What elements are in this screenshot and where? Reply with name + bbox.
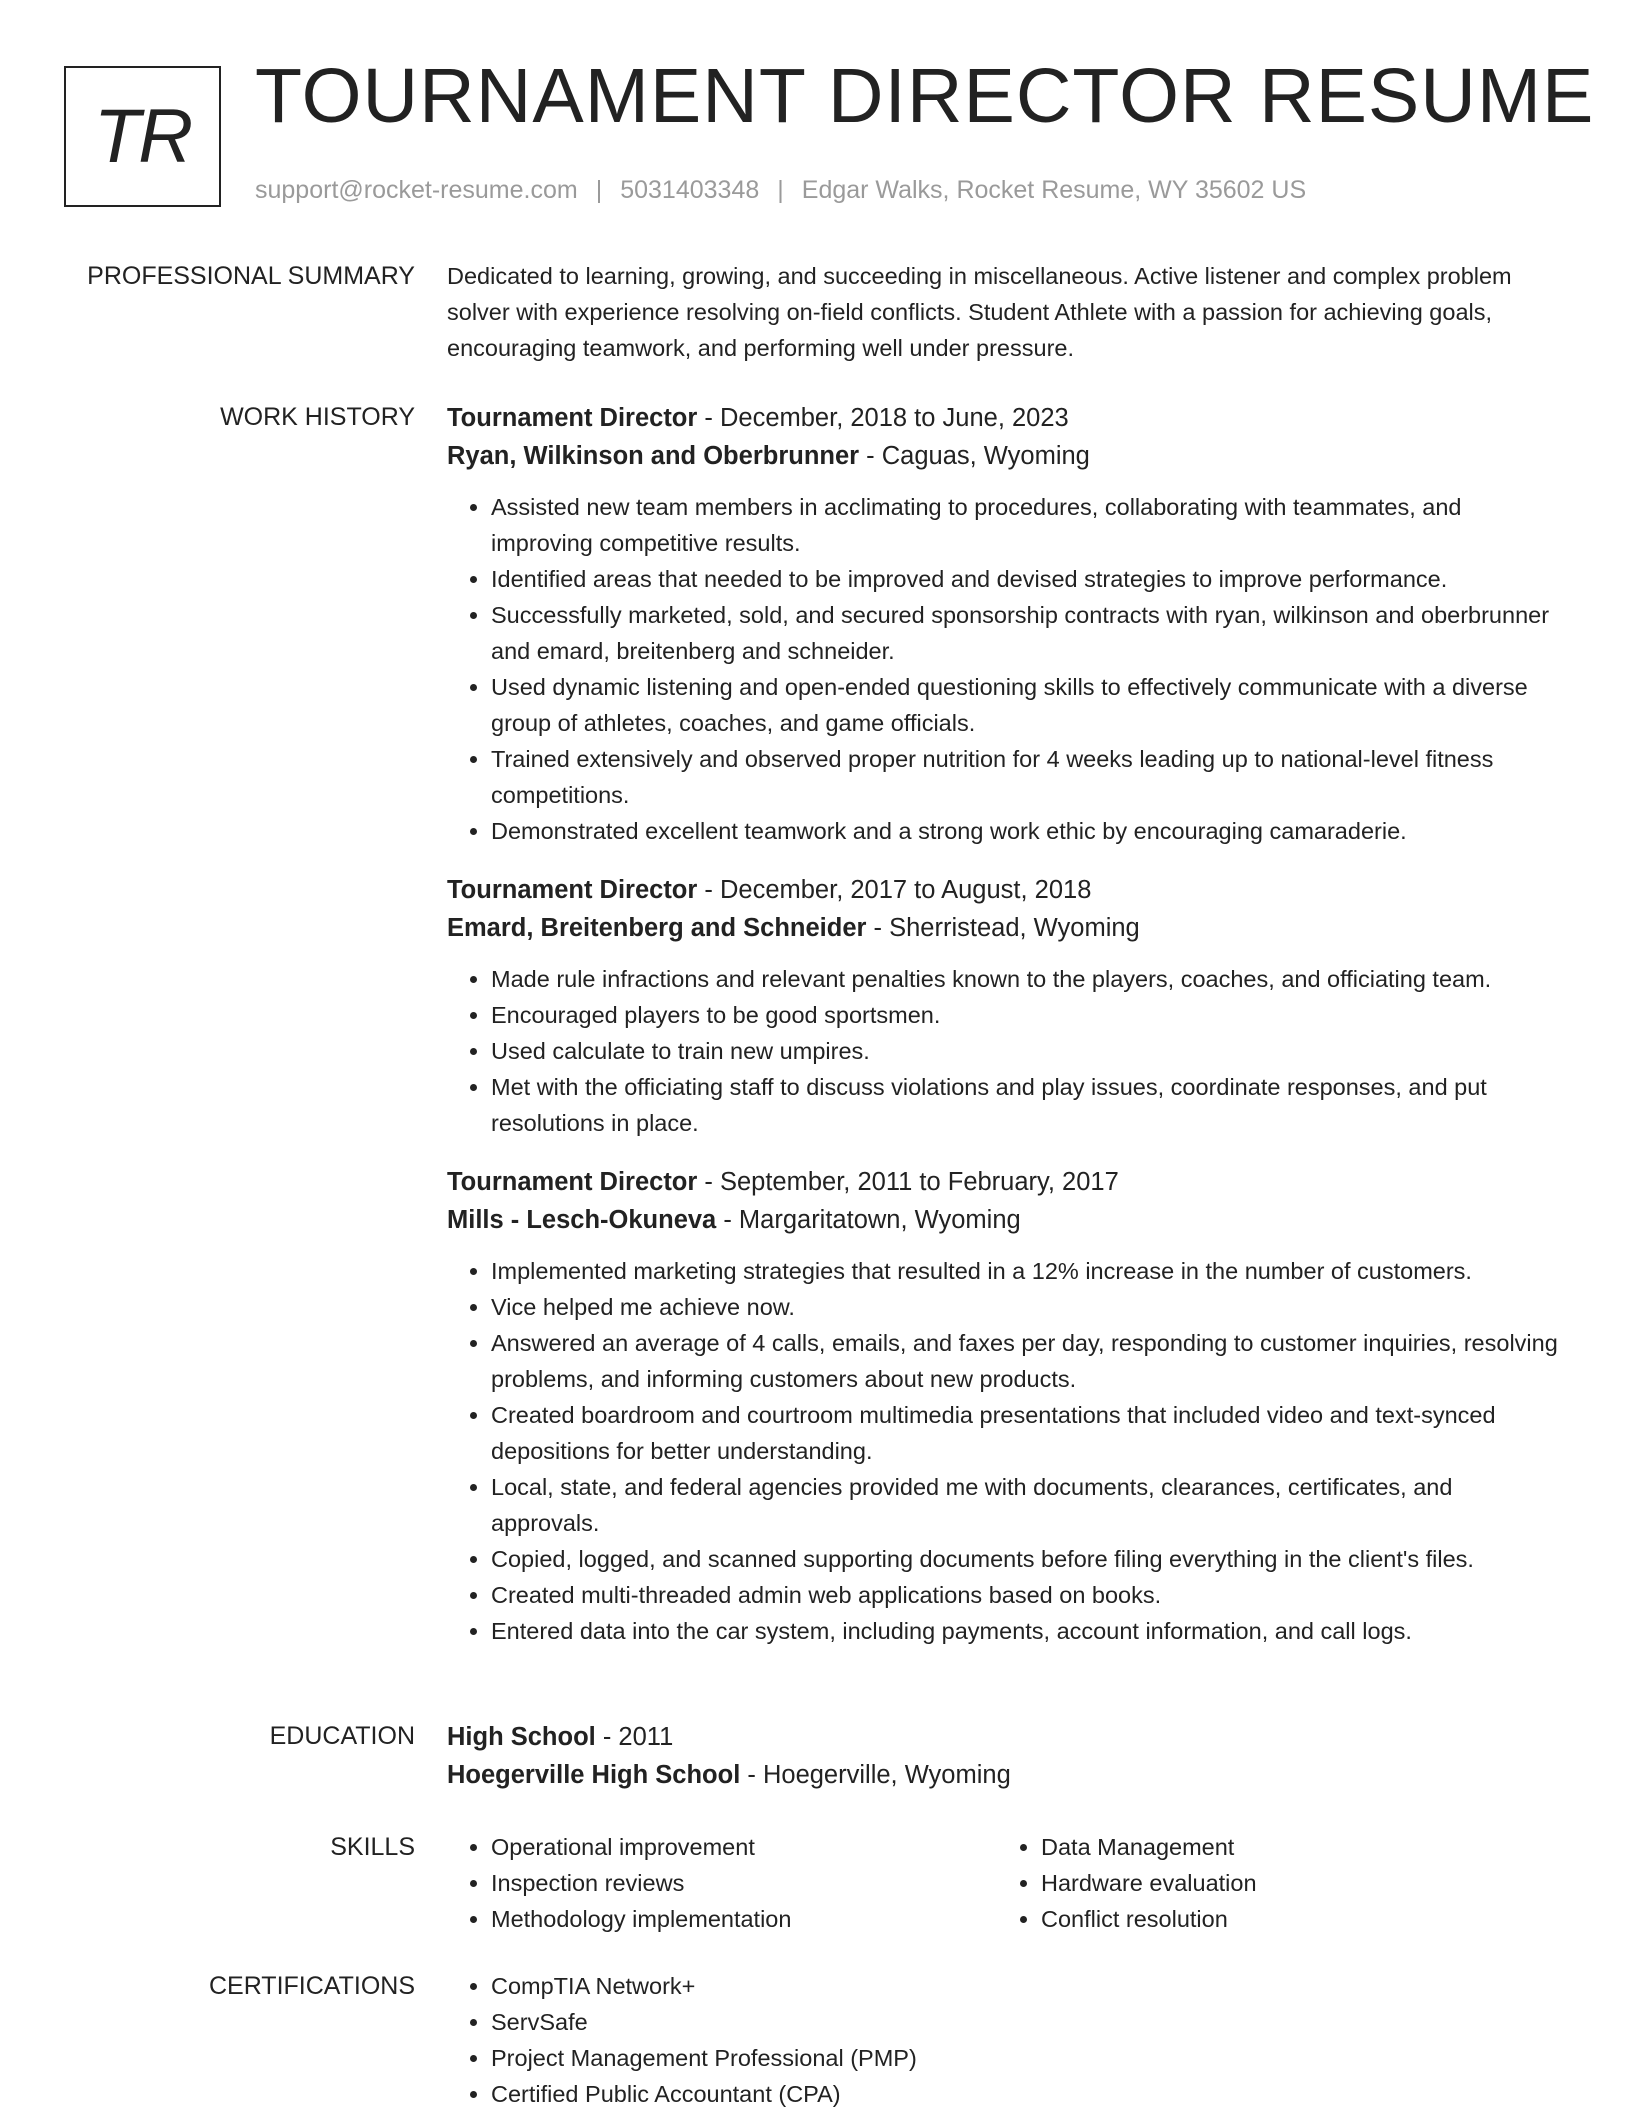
- skills-columns: [447, 1829, 1567, 1937]
- job-bullet: • Vice helped me achieve now.: [491, 1289, 1567, 1325]
- education-year: - 2011: [595, 1723, 674, 1751]
- job-bullet: • Identified areas that needed to be improved and devised strategies to improve performance.: [491, 561, 1567, 597]
- job-location: - Sherristead, Wyoming: [866, 914, 1140, 942]
- job-bullet: • Used calculate to train new umpires.: [491, 1033, 1567, 1069]
- job-company: Mills - Lesch-Okuneva: [447, 1206, 717, 1234]
- skill-item: • Methodology implementation: [491, 1901, 997, 1937]
- job-entry: [447, 399, 1567, 849]
- contact-email: support@rocket-resume.com: [255, 176, 578, 204]
- job-company: Emard, Breitenberg and Schneider: [447, 914, 867, 942]
- certifications-list: [447, 1968, 1567, 2112]
- skills-list-1: [447, 1829, 997, 1937]
- job-bullet: • Answered an average of 4 calls, emails, and faxes per day, responding to customer inquiries, resolving problems, and informing customers about new products.: [491, 1325, 1567, 1397]
- job-bullets: [447, 1253, 1567, 1649]
- job-bullet: • Met with the officiating staff to discuss violations and play issues, coordinate responses, and put resolutions in place.: [491, 1069, 1567, 1141]
- job-company-line: [447, 909, 1567, 947]
- education-location: - Hoegerville, Wyoming: [740, 1761, 1011, 1789]
- monogram-box: [64, 66, 221, 207]
- skills-body: [447, 1829, 1567, 1937]
- skills-column-1: [447, 1829, 997, 1937]
- education-body: [447, 1718, 1567, 1794]
- skills-list-2: [997, 1829, 1547, 1937]
- contact-separator: |: [777, 176, 784, 204]
- summary-body: [447, 258, 1567, 366]
- job-title-line: [447, 399, 1567, 437]
- certification-item: • ServSafe: [491, 2004, 1567, 2040]
- job-company: Ryan, Wilkinson and Oberbrunner: [447, 442, 860, 470]
- job-bullet: • Trained extensively and observed proper nutrition for 4 weeks leading up to national-level fitness competitions.: [491, 741, 1567, 813]
- skill-item: • Operational improvement: [491, 1829, 997, 1865]
- job-dates: - December, 2017 to August, 2018: [697, 876, 1092, 904]
- job-location: - Caguas, Wyoming: [859, 442, 1090, 470]
- summary-label: PROFESSIONAL SUMMARY: [87, 262, 415, 290]
- skill-item: • Hardware evaluation: [1041, 1865, 1547, 1901]
- education-degree: High School: [447, 1723, 596, 1751]
- job-bullet: • Used dynamic listening and open-ended questioning skills to effectively communicate with a diverse group of athletes, coaches, and game officials.: [491, 669, 1567, 741]
- job-location: - Margaritatown, Wyoming: [716, 1206, 1021, 1234]
- job-bullet: • Copied, logged, and scanned supporting documents before filing everything in the client's files.: [491, 1541, 1567, 1577]
- summary-text: Dedicated to learning, growing, and succeeding in miscellaneous. Active listener and complex problem solver with experience resolving on-field conflicts. Student Athlete with a passion for achieving goals, encouraging teamwork, and performing well under pressure.: [447, 263, 1512, 361]
- job-title: Tournament Director: [447, 876, 698, 904]
- skill-item: • Inspection reviews: [491, 1865, 997, 1901]
- contact-line: [255, 176, 1306, 205]
- page-title: TOURNAMENT DIRECTOR RESUME: [255, 53, 1595, 139]
- job-bullet: • Made rule infractions and relevant penalties known to the players, coaches, and officiating team.: [491, 961, 1567, 997]
- skill-item: • Conflict resolution: [1041, 1901, 1547, 1937]
- job-title-line: [447, 1163, 1567, 1201]
- skills-column-2: [997, 1829, 1547, 1937]
- monogram-text: TR: [93, 94, 192, 179]
- job-title-line: [447, 871, 1567, 909]
- job-bullet: • Implemented marketing strategies that resulted in a 12% increase in the number of customers.: [491, 1253, 1567, 1289]
- job-title: Tournament Director: [447, 1168, 698, 1196]
- job-bullet: • Created boardroom and courtroom multimedia presentations that included video and text-synced depositions for better understanding.: [491, 1397, 1567, 1469]
- contact-separator: |: [595, 176, 603, 204]
- job-bullet: • Encouraged players to be good sportsmen.: [491, 997, 1567, 1033]
- job-bullet: • Local, state, and federal agencies provided me with documents, clearances, certificates, and approvals.: [491, 1469, 1567, 1541]
- job-bullet: • Entered data into the car system, including payments, account information, and call logs.: [491, 1613, 1567, 1649]
- job-company-line: [447, 437, 1567, 475]
- contact-address: Edgar Walks, Rocket Resume, WY 35602 US: [801, 176, 1307, 204]
- job-bullets: [447, 489, 1567, 849]
- work-history-label: WORK HISTORY: [220, 403, 415, 431]
- job-bullet: • Demonstrated excellent teamwork and a strong work ethic by encouraging camaraderie.: [491, 813, 1567, 849]
- job-dates: - September, 2011 to February, 2017: [697, 1168, 1119, 1196]
- work-history-body: [447, 399, 1567, 1671]
- skill-item: • Data Management: [1041, 1829, 1547, 1865]
- job-bullet: • Created multi-threaded admin web applications based on books.: [491, 1577, 1567, 1613]
- certification-item: • Certified Public Accountant (CPA): [491, 2076, 1567, 2112]
- certifications-body: [447, 1968, 1567, 2112]
- certification-item: • Project Management Professional (PMP): [491, 2040, 1567, 2076]
- education-school: Hoegerville High School: [447, 1761, 741, 1789]
- job-title: Tournament Director: [447, 404, 698, 432]
- job-bullet: • Assisted new team members in acclimating to procedures, collaborating with teammates, and improving competitive results.: [491, 489, 1567, 561]
- education-school-line: [447, 1756, 1567, 1794]
- skills-label: SKILLS: [330, 1833, 415, 1861]
- education-label: EDUCATION: [269, 1722, 415, 1750]
- job-entry: [447, 871, 1567, 1141]
- job-entry: [447, 1163, 1567, 1649]
- job-bullet: • Successfully marketed, sold, and secured sponsorship contracts with ryan, wilkinson and oberbrunner and emard, breitenberg and schneider.: [491, 597, 1567, 669]
- job-dates: - December, 2018 to June, 2023: [697, 404, 1069, 432]
- education-degree-line: [447, 1718, 1567, 1756]
- certification-item: • CompTIA Network+: [491, 1968, 1567, 2004]
- job-bullets: [447, 961, 1567, 1141]
- contact-phone: 5031403348: [620, 176, 760, 204]
- job-company-line: [447, 1201, 1567, 1239]
- certifications-label: CERTIFICATIONS: [208, 1972, 415, 2000]
